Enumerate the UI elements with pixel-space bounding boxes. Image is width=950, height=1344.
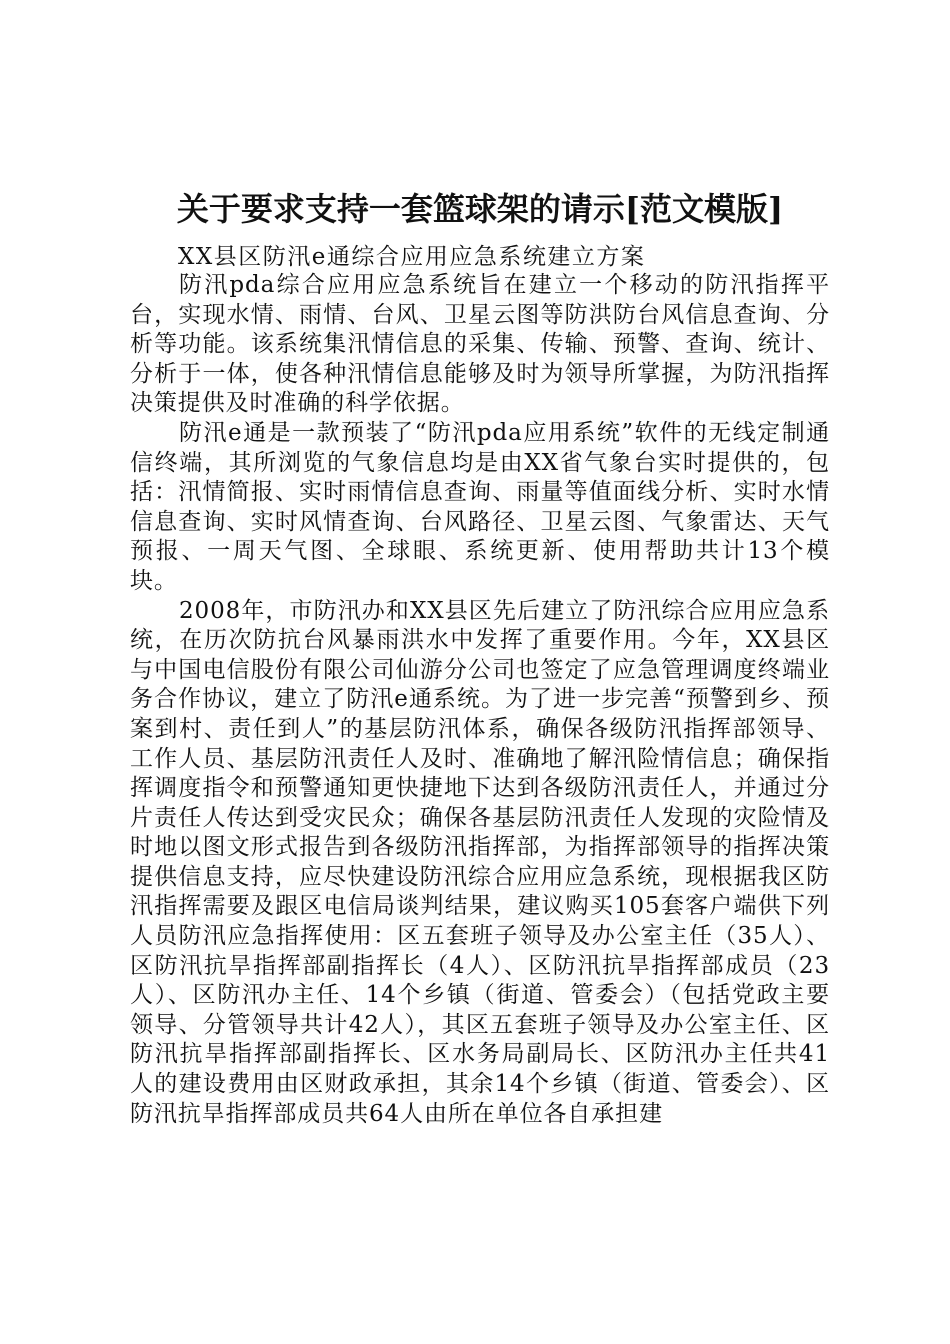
document-subtitle: XX县区防汛e通综合应用应急系统建立方案 bbox=[178, 244, 646, 270]
body-paragraph-1: 防汛pda综合应用应急系统旨在建立一个移动的防汛指挥平台，实现水情、雨情、台风、卫星云图等防洪防台风信息查询、分析等功能。该系统集汛情信息的采集、传输、预警、查询、统计、分析于一体，使各种汛情信息能够及时为领导所掌握，为防汛指挥决策提供及时准确的科学依据。 bbox=[130, 272, 830, 417]
document-title: 关于要求支持一套篮球架的请示[范文模版] bbox=[176, 190, 784, 228]
body-paragraph-2: 防汛e通是一款预装了“防汛pda应用系统”软件的无线定制通信终端，其所浏览的气象信息均是由XX省气象台实时提供的，包括：汛情简报、实时雨情信息查询、雨量等值面线分析、实时水情信息查询、实时风情查询、台风路径、卫星云图、气象雷达、天气预报、一周天气图、全球眼、系统更新、使用帮助共计13个模块。 bbox=[130, 419, 830, 594]
body-paragraph-3: 2008年，市防汛办和XX县区先后建立了防汛综合应用应急系统，在历次防抗台风暴雨洪水中发挥了重要作用。今年，XX县区与中国电信股份有限公司仙游分公司也签定了应急管理调度终端业务合作协议，建立了防汛e通系统。为了进一步完善“预警到乡、预案到村、责任到人”的基层防汛体系，确保各级防汛指挥部领导、工作人员、基层防汛责任人及时、准确地了解汛险情信息；确保指挥调度指令和预警通知更快捷地下达到各级防汛责任人，并通过分片责任人传达到受灾民众；确保各基层防汛责任人发现的灾险情及时地以图文形式报告到各级防汛指挥部，为指挥部领导的指挥决策提供信息支持，应尽快建设防汛综合应用应急系统，现根据我区防汛指挥需要及跟区电信局谈判结果，建议购买105套客户端供下列人员防汛应急指挥使用：区五套班子领导及办公室主任（35人）、区防汛抗旱指挥部副指挥长（4人）、区防汛抗旱指挥部成员（23人）、区防汛办主任、14个乡镇（街道、管委会）（包括党政主要领导、分管领导共计42人），其区五套班子领导及办公室主任、区防汛抗旱指挥部副指挥长、区水务局副局长、区防汛办主任共41人的建设费用由区财政承担，其余14个乡镇（街道、管委会）、区防汛抗旱指挥部成员共64人由所在单位各自承担建 bbox=[130, 597, 830, 1127]
document-body bbox=[130, 271, 830, 1129]
